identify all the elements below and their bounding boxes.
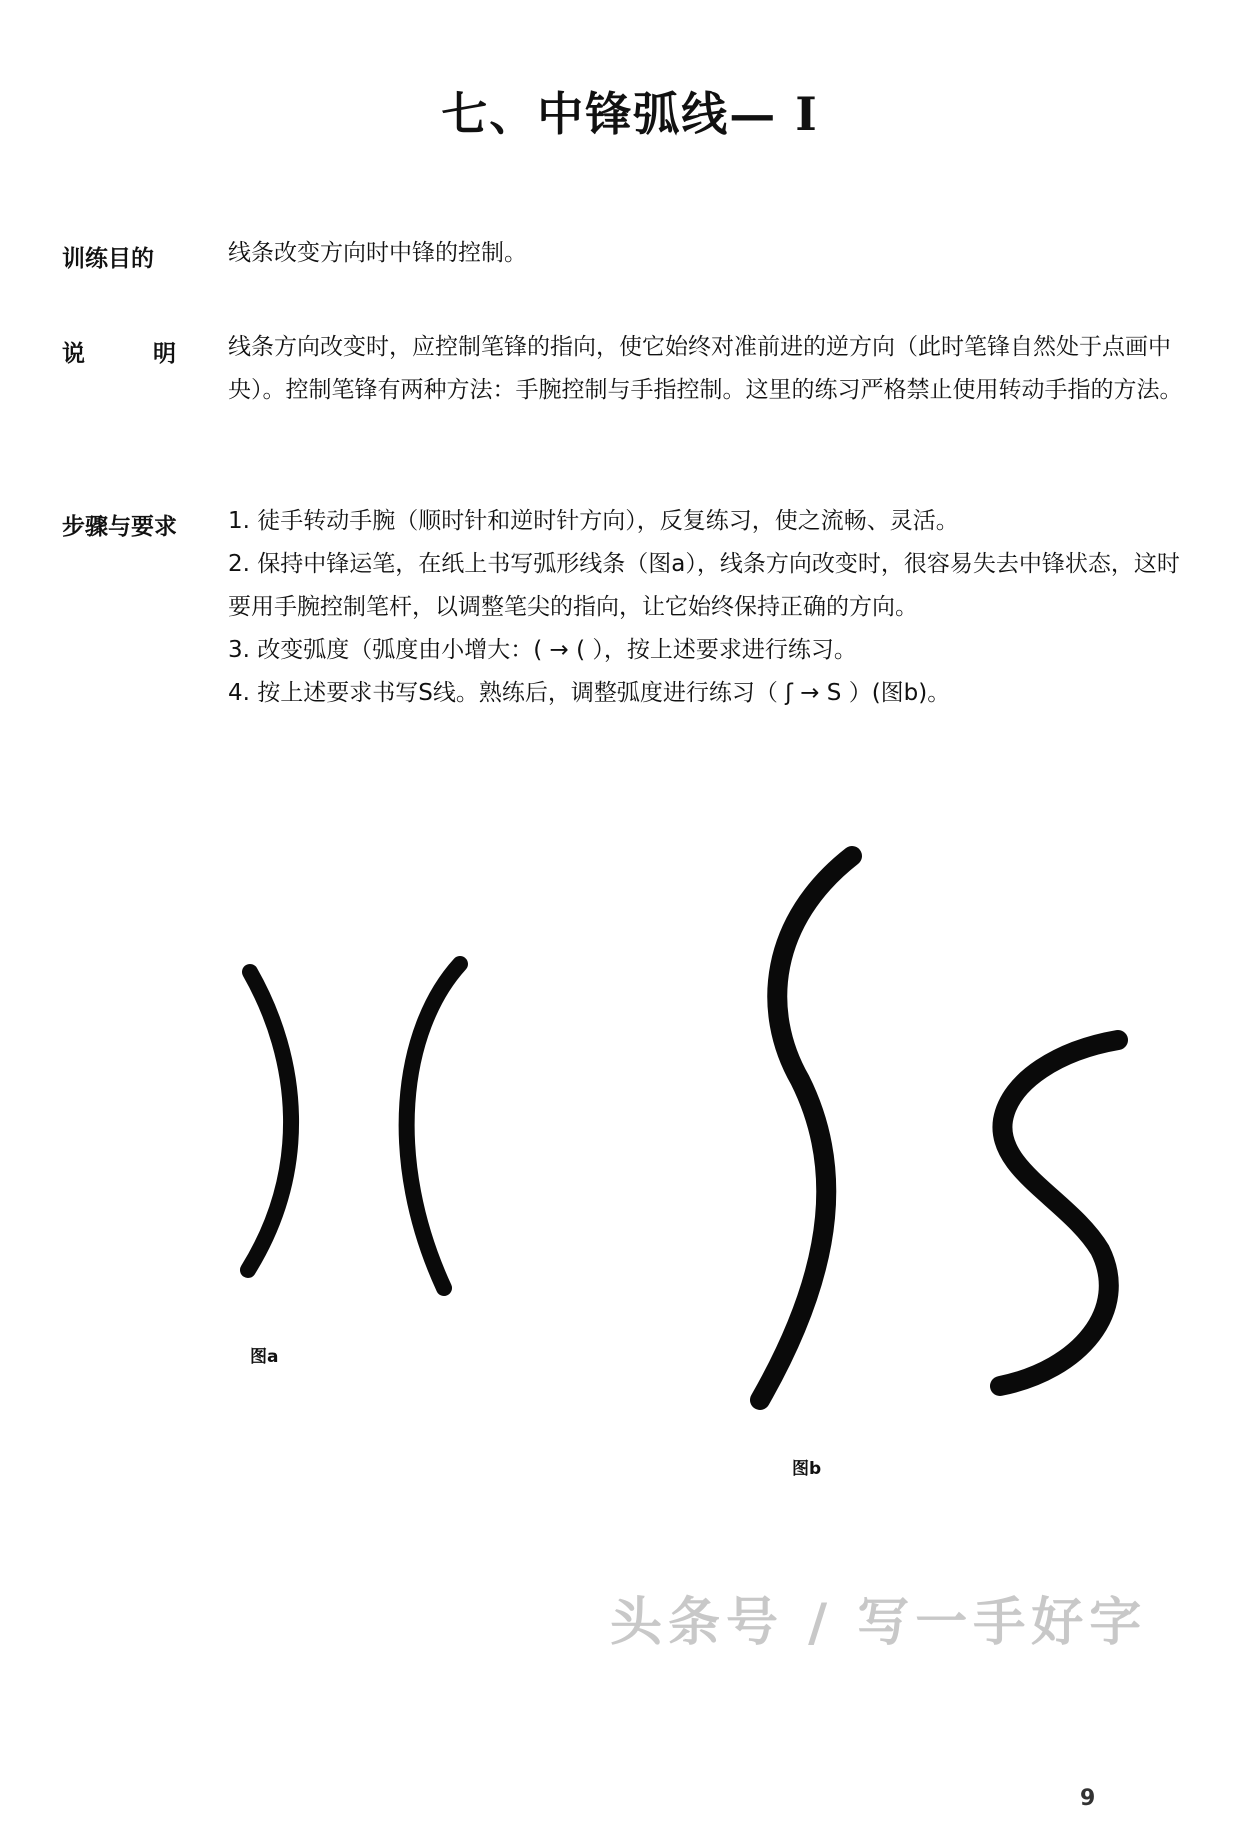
step-item-3: 3. 改变弧度（弧度由小增大：( → ( ），按上述要求进行练习。 — [228, 637, 857, 663]
purpose-label: 训练目的 — [62, 246, 154, 272]
watermark: 头条号 / 写一手好字 — [610, 1593, 1148, 1653]
step-item-1: 1. 徒手转动手腕（顺时针和逆时针方向），反复练习，使之流畅、灵活。 — [228, 508, 959, 534]
fig-b-long-curve — [760, 856, 852, 1400]
step-item-2: 2. 保持中锋运笔，在纸上书写弧形线条（图a），线条方向改变时，很容易失去中锋状态，这时要用手腕控制笔杆，以调整笔尖的指向，让它始终保持正确的方向。 — [228, 551, 1180, 620]
purpose-text: 线条改变方向时中锋的控制。 — [228, 240, 527, 266]
explanation-text: 线条方向改变时，应控制笔锋的指向，使它始终对准前进的逆方向（此时笔锋自然处于点画中央）。控制笔锋有两种方法：手腕控制与手指控制。这里的练习严格禁止使用转动手指的方法。 — [228, 334, 1183, 403]
figure-b-caption: 图b — [792, 1459, 822, 1479]
steps-label: 步骤与要求 — [62, 514, 177, 540]
page-number: 9 — [1080, 1786, 1096, 1811]
page-title: 七、中锋弧线— I — [441, 87, 819, 141]
step-item-4: 4. 按上述要求书写S线。熟练后，调整弧度进行练习（ ʃ → S ）(图b)。 — [228, 680, 951, 706]
explanation-label: 说明 — [62, 341, 244, 367]
fig-a-left-arc — [248, 972, 291, 1270]
figure-a-caption: 图a — [250, 1347, 279, 1367]
fig-a-right-arc — [407, 964, 460, 1288]
fig-b-s-curve — [1000, 1040, 1118, 1386]
